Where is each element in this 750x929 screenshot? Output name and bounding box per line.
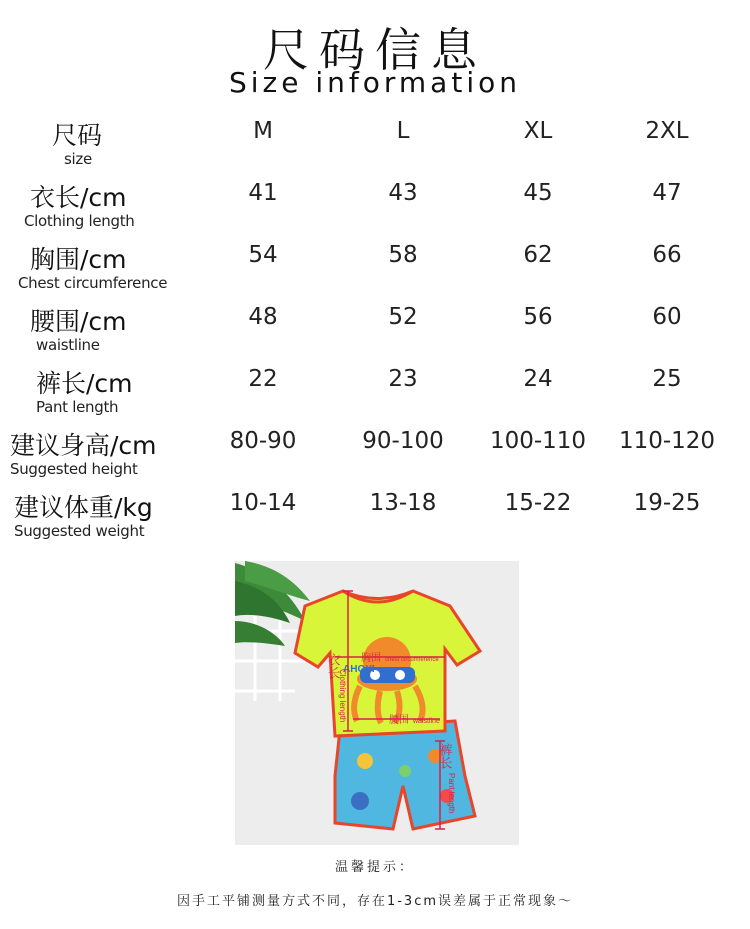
- waist-cn: 腰围: [389, 715, 409, 726]
- swimsuit-illustration: [235, 561, 519, 845]
- table-cell: L: [396, 118, 410, 144]
- row-label: [8, 302, 208, 364]
- row-label-cn: 衣长/cm: [30, 183, 127, 212]
- row-label-en: Suggested weight: [14, 522, 145, 540]
- table-cell: 23: [388, 366, 418, 392]
- page-title-cn: 尺码信息: [263, 23, 487, 77]
- table-cell: 100-110: [489, 428, 587, 454]
- row-label-en: Pant length: [36, 398, 119, 416]
- table-cell: 90-100: [362, 428, 444, 454]
- row-label-cn: 建议体重/kg: [14, 493, 153, 522]
- row-label-en: Chest circumference: [18, 274, 168, 292]
- table-cell: 110-120: [618, 428, 716, 454]
- chest-en: chest circumference: [385, 657, 439, 663]
- row-label-en: size: [64, 150, 92, 168]
- clothing-length-cn: 衣长: [325, 653, 341, 679]
- table-cell: 19-25: [633, 490, 701, 516]
- brand-text: AHOYI: [343, 664, 375, 675]
- chest-cn: 胸围: [361, 653, 381, 664]
- table-cell: 60: [652, 304, 682, 330]
- pant-length-en: Pant length: [447, 773, 456, 814]
- table-cell: 41: [248, 180, 278, 206]
- row-label-cn: 裤长/cm: [36, 369, 133, 398]
- table-cell: 80-90: [229, 428, 297, 454]
- row-label-en: Suggested height: [10, 460, 138, 478]
- table-cell: M: [253, 118, 273, 144]
- clothing-length-en: Clothing length: [338, 669, 347, 723]
- table-cell: 62: [523, 242, 553, 268]
- table-cell: 15-22: [504, 490, 572, 516]
- table-cell: 2XL: [645, 118, 689, 144]
- waist-en: waistline: [413, 718, 440, 725]
- table-cell: XL: [523, 118, 553, 144]
- row-label-cn: 胸围/cm: [30, 245, 127, 274]
- table-row: [0, 364, 750, 426]
- row-label: [8, 364, 208, 426]
- table-row: [0, 240, 750, 302]
- table-row: [0, 302, 750, 364]
- product-photo: [235, 561, 519, 845]
- row-label-cn: 建议身高/cm: [10, 431, 157, 460]
- table-cell: 43: [388, 180, 418, 206]
- table-cell: 52: [388, 304, 418, 330]
- table-row: [0, 116, 750, 178]
- tips-title: 温馨提示：: [334, 860, 415, 875]
- row-label-cn: 腰围/cm: [30, 307, 127, 336]
- table-cell: 48: [248, 304, 278, 330]
- row-label-cn: 尺码: [52, 121, 103, 150]
- table-cell: 54: [248, 242, 278, 268]
- page-title-en: Size information: [229, 66, 521, 99]
- table-cell: 24: [523, 366, 553, 392]
- table-cell: 10-14: [229, 490, 297, 516]
- table-cell: 58: [388, 242, 418, 268]
- row-label-en: waistline: [36, 336, 100, 354]
- pant-length-cn: 裤长: [437, 743, 453, 769]
- table-cell: 66: [652, 242, 682, 268]
- table-cell: 22: [248, 366, 278, 392]
- table-cell: 25: [652, 366, 682, 392]
- table-row: [0, 178, 750, 240]
- row-label: [8, 488, 208, 550]
- table-cell: 47: [652, 180, 682, 206]
- table-cell: 56: [523, 304, 553, 330]
- table-row: [0, 488, 750, 550]
- row-label: [8, 426, 208, 488]
- table-cell: 45: [523, 180, 553, 206]
- table-row: [0, 426, 750, 488]
- row-label: [8, 116, 208, 178]
- row-label: [8, 240, 208, 302]
- row-label: [8, 178, 208, 240]
- tips-text: 因手工平铺测量方式不同，存在1-3cm误差属于正常现象～: [176, 894, 574, 909]
- table-cell: 13-18: [369, 490, 437, 516]
- row-label-en: Clothing length: [24, 212, 135, 230]
